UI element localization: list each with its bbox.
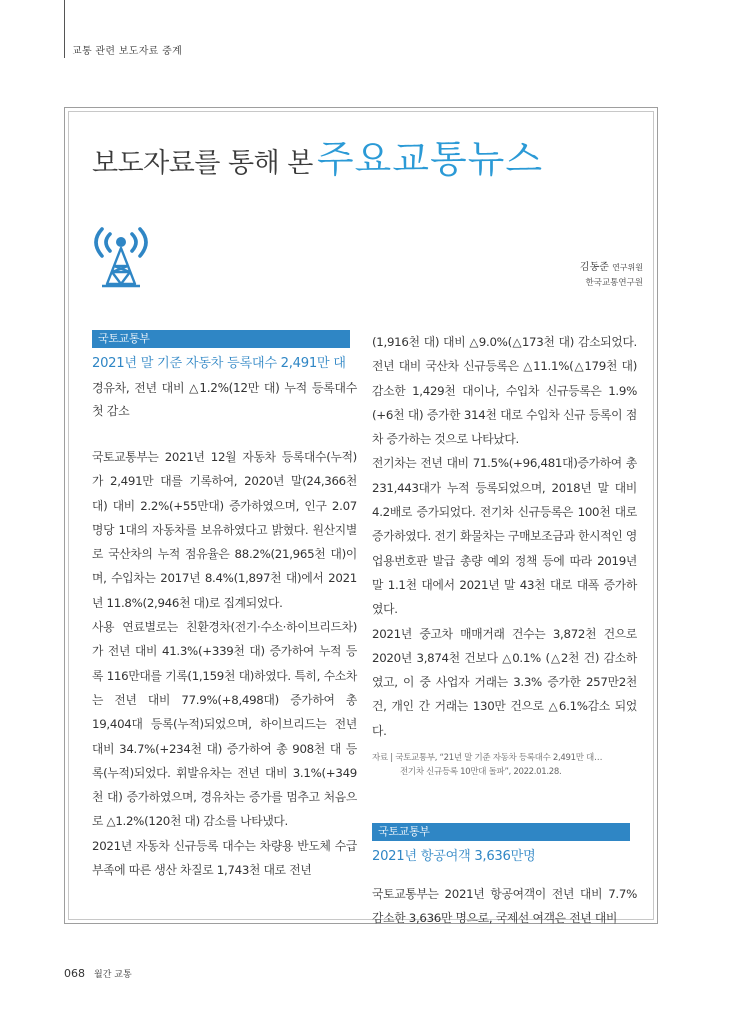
category-badge: 국토교통부 <box>372 823 630 841</box>
source-citation <box>372 751 637 779</box>
article-paragraph: (1,916천 대) 대비 △9.0%(△173천 대) 감소되었다. 전년 대비 국산차 신규등록은 △11.1%(△179천 대) 감소한 1,429천 대이나, 수입차 신규등록은 1.9%(+6천 대) 증가한 314천 대로 수입차 신규 등록이 점차 증가하는 것으로 나타났다. <box>372 335 637 447</box>
page-title <box>92 128 543 183</box>
author-block <box>580 258 643 288</box>
article-paragraph: 2021년 중고차 매매거래 건수는 3,872천 건으로 2020년 3,874천 건보다 △0.1% (△2천 건) 감소하였고, 이 중 사업자 거래는 3.3% 증가한 257만2천 건, 개인 간 거래는 130만 건으로 △6.1%감소 되었다. <box>372 626 637 738</box>
author-name-line <box>580 258 643 273</box>
author-name: 김동준 <box>579 262 609 273</box>
article-paragraph: 국토교통부는 2021년 12월 자동차 등록대수(누적)가 2,491만 대를 기록하여, 2020년 말(24,366천 대) 대비 2.2%(+55만대) 증가하였으며, 인구 2.07명당 1대의 자동차를 보유하였다고 밝혔다. 원산지별로 국산차의 누적 점유율은 88.2%(21,965천 대)이며, 수입차는 2017년 8.4%(1,897천 대)에서 2021년 11.8%(2,946천 대)로 집계되었다. <box>92 450 357 610</box>
article-headline: 2021년 항공여객 3,636만명 <box>372 849 536 865</box>
header-rule <box>64 0 65 58</box>
spacer <box>372 868 637 882</box>
article-paragraph: 국토교통부는 2021년 항공여객이 전년 대비 7.7% 감소한 3,636만 명으로, 국제선 여객은 전년 대비 <box>372 887 637 926</box>
source-line-1: 자료 | 국토교통부, “21년 말 기준 자동차 등록대수 2,491만 대… <box>372 753 603 764</box>
title-accent: 주요교통뉴스 <box>316 137 544 181</box>
title-prefix: 보도자료를 통해 본 <box>92 148 313 179</box>
column-right <box>372 330 637 931</box>
article-headline: 2021년 말 기준 자동차 등록대수 2,491만 대 <box>92 356 346 371</box>
author-org: 한국교통연구원 <box>585 278 643 288</box>
page-number: 068 <box>64 967 85 980</box>
spacer <box>372 779 637 823</box>
section-label: 교통 관련 보도자료 중계 <box>72 46 183 57</box>
column-left <box>92 330 357 882</box>
article-paragraph: 전기차는 전년 대비 71.5%(+96,481대)증가하여 총 231,443대가 누적 등록되었으며, 2018년 말 대비 4.2배로 증가되었다. 전기차 신규등록은 100천 대로 증가하였다. 전기 화물차는 구매보조금과 한시적인 영업용번호판 발급 총량 예외 정책 등에 따라 2019년 말 1.1천 대에서 2021년 말 43천 대로 대폭 증가하였다. <box>372 456 637 617</box>
article-paragraph: 사용 연료별로는 친환경차(전기·수소·하이브리드차)가 전년 대비 41.3%(+339천 대) 증가하여 누적 등록 116만대를 기록(1,159천 대)하였다. 특히, 수소차는 전년 대비 77.9%(+8,498대) 증가하여 총 19,404대 등록(누적)되었으며, 하이브리드는 전년 대비 34.7%(+234천 대) 증가하여 총 908천 대 등록(누적)되었다. 휘발유차는 전년 대비 3.1%(+349천 대) 증가하였으며, 경유차는 증가를 멈추고 처음으로 △1.2%(120천 대) 감소를 나타냈다. <box>92 620 357 829</box>
article-subheadline: 경유차, 전년 대비 △1.2%(12만 대) 누적 등록대수 첫 감소 <box>92 381 357 418</box>
publication-name: 월간 교통 <box>94 970 132 980</box>
category-badge: 국토교통부 <box>92 330 350 348</box>
author-role: 연구위원 <box>612 263 643 272</box>
spacer <box>92 423 357 445</box>
source-line-2: 전기차 신규등록 10만대 돌파”, 2022.01.28. <box>400 767 562 778</box>
broadcast-tower-icon <box>88 224 154 290</box>
article-paragraph: 2021년 자동차 신규등록 대수는 차량용 반도체 수급 부족에 따른 생산 차질로 1,743천 대로 전년 <box>92 838 357 878</box>
